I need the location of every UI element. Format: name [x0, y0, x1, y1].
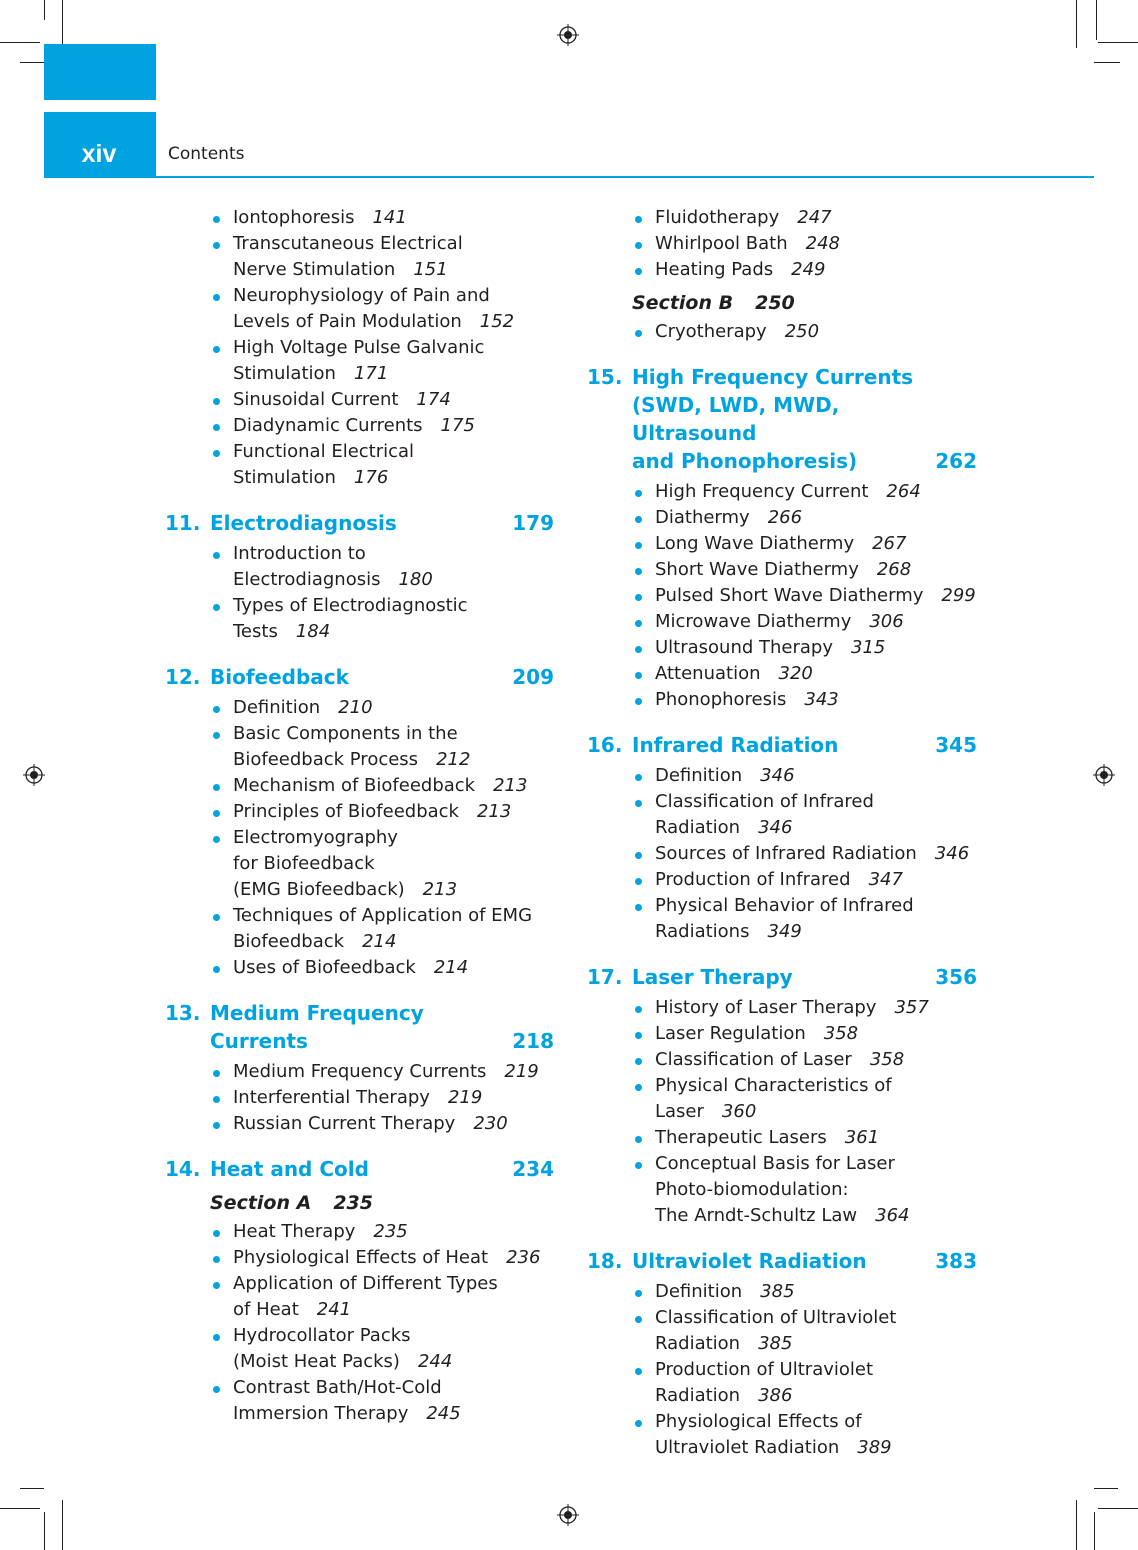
- section-page: 235: [333, 1192, 373, 1214]
- toc-entry-page: 358: [823, 1023, 859, 1044]
- chapter-title: [210, 999, 495, 1055]
- chapter-number: 17.: [587, 965, 623, 989]
- toc-entry-text: Radiation: [655, 1385, 741, 1406]
- toc-entry-text: Radiation: [655, 817, 741, 838]
- toc-entry-page: 386: [758, 1385, 793, 1406]
- toc-entry: [632, 1357, 987, 1409]
- toc-entry: [632, 1409, 987, 1461]
- toc-entry-text: Sources of Infrared Radiation: [655, 843, 917, 864]
- toc-entry-text: Neurophysiology of Pain and: [233, 285, 490, 306]
- chapter-page: 345: [935, 733, 977, 757]
- toc-entry-page: 248: [805, 233, 840, 254]
- toc-list: [632, 479, 987, 713]
- toc-entry-text: (Moist Heat Packs): [233, 1351, 400, 1372]
- toc-entry-page: 306: [869, 611, 904, 632]
- toc-entry-page: 267: [872, 533, 907, 554]
- chapter-number: 18.: [587, 1249, 623, 1273]
- crop-mark: [62, 0, 63, 48]
- toc-list: [210, 541, 560, 645]
- toc-entry: [632, 609, 987, 635]
- toc-entry-text: Production of Ultraviolet: [655, 1359, 874, 1380]
- toc-entry: [210, 231, 560, 283]
- toc-entry-text: Long Wave Diathermy: [655, 533, 855, 554]
- crop-mark: [1094, 62, 1120, 63]
- toc-entry-page: 360: [721, 1101, 757, 1122]
- toc-entry-text: Pulsed Short Wave Diathermy: [655, 585, 924, 606]
- toc-entry: [210, 387, 560, 413]
- chapter-title: [632, 963, 917, 991]
- toc-entry: [210, 1085, 560, 1111]
- toc-entry: [632, 841, 987, 867]
- toc-entry-page: 212: [436, 749, 471, 770]
- toc-entry-page: 343: [804, 689, 839, 710]
- crop-mark: [1094, 1488, 1118, 1489]
- toc-entry-text: Mechanism of Biofeedback: [233, 775, 476, 796]
- toc-entry-page: 210: [338, 697, 373, 718]
- chapter-title-line: Laser Therapy: [632, 965, 793, 989]
- toc-entry-page: 244: [417, 1351, 453, 1372]
- registration-mark-icon: [23, 764, 45, 786]
- toc-list: [632, 1279, 987, 1461]
- toc-entry: [210, 721, 560, 773]
- chapter-page: 179: [512, 511, 554, 535]
- crop-mark: [1076, 1500, 1077, 1550]
- toc-entry: [632, 205, 987, 231]
- toc-entry: [632, 1279, 987, 1305]
- toc-entry-page: 175: [440, 415, 475, 436]
- toc-entry-text: Iontophoresis: [233, 207, 355, 228]
- chapter-title: [210, 509, 495, 537]
- toc-column-right: [587, 205, 987, 1461]
- chapter-number: 11.: [165, 511, 201, 535]
- toc-entry: [632, 995, 987, 1021]
- toc-entry-page: 219: [504, 1061, 539, 1082]
- chapter-title-line: Heat and Cold: [210, 1157, 369, 1181]
- chapter-page: 383: [935, 1249, 977, 1273]
- toc-entry: [632, 1151, 987, 1229]
- chapter-page: 234: [512, 1157, 554, 1181]
- toc-entry-text: Electromyography: [233, 827, 398, 848]
- toc-entry-text: Laser Regulation: [655, 1023, 806, 1044]
- toc-entry-page: 364: [875, 1205, 910, 1226]
- toc-entry-text: Types of Electrodiagnostic: [233, 595, 468, 616]
- section-heading: [632, 289, 987, 317]
- toc-entry: [210, 903, 560, 955]
- toc-entry-text: Russian Current Therapy: [233, 1113, 456, 1134]
- toc-entry-page: 236: [506, 1247, 541, 1268]
- chapter-heading: [587, 1247, 987, 1275]
- toc-entry-page: 264: [886, 481, 921, 502]
- toc-entry: [210, 955, 560, 981]
- section-heading: [210, 1189, 560, 1217]
- toc-entry-page: 346: [760, 765, 795, 786]
- chapter-heading: [165, 999, 560, 1055]
- toc-list: [210, 1219, 560, 1427]
- toc-entry-text: Phonophoresis: [655, 689, 787, 710]
- toc-entry-text: The Arndt-Schultz Law: [655, 1205, 858, 1226]
- toc-entry-text: Diadynamic Currents: [233, 415, 423, 436]
- toc-entry-page: 213: [476, 801, 512, 822]
- toc-entry: [210, 335, 560, 387]
- crop-mark: [1098, 42, 1138, 43]
- toc-entry-text: Whirlpool Bath: [655, 233, 788, 254]
- toc-entry: [210, 695, 560, 721]
- toc-entry: [632, 1305, 987, 1357]
- toc-entry-page: 358: [869, 1049, 905, 1070]
- toc-list: [632, 319, 987, 345]
- toc-entry: [210, 825, 560, 903]
- toc-entry-text: Introduction to: [233, 543, 366, 564]
- toc-entry-text: Immersion Therapy: [233, 1403, 409, 1424]
- toc-entry-text: Techniques of Application of EMG: [233, 905, 533, 926]
- header-rule: [156, 176, 1094, 178]
- toc-entry: [632, 893, 987, 945]
- toc-entry-text: Classification of Ultraviolet: [655, 1307, 897, 1328]
- toc-entry-page: 385: [758, 1333, 793, 1354]
- chapter-page: 262: [935, 449, 977, 473]
- toc-entry: [210, 283, 560, 335]
- toc-entry-text: Application of Different Types: [233, 1273, 498, 1294]
- toc-entry: [210, 1219, 560, 1245]
- page-number: xiv: [46, 116, 152, 176]
- toc-entry: [210, 1375, 560, 1427]
- chapter-heading: [165, 663, 560, 691]
- toc-entry: [632, 319, 987, 345]
- toc-entry-text: Short Wave Diathermy: [655, 559, 859, 580]
- toc-entry: [210, 799, 560, 825]
- running-title: Contents: [168, 144, 245, 164]
- crop-mark: [62, 1500, 63, 1550]
- toc-entry: [632, 661, 987, 687]
- toc-entry-page: 346: [758, 817, 793, 838]
- toc-entry: [632, 789, 987, 841]
- toc-entry: [632, 763, 987, 789]
- chapter-number: 13.: [165, 1001, 201, 1025]
- toc-entry-page: 266: [767, 507, 803, 528]
- toc-entry-text: Functional Electrical: [233, 441, 415, 462]
- toc-entry: [632, 257, 987, 283]
- crop-mark: [44, 1512, 45, 1550]
- crop-mark: [1098, 1508, 1138, 1509]
- toc-entry: [632, 1073, 987, 1125]
- toc-entry-text: Ultraviolet Radiation: [655, 1437, 840, 1458]
- toc-entry-text: Cryotherapy: [655, 321, 767, 342]
- toc-entry-text: High Frequency Current: [655, 481, 869, 502]
- toc-entry-page: 174: [416, 389, 451, 410]
- toc-entry-text: Microwave Diathermy: [655, 611, 852, 632]
- chapter-title: [632, 363, 917, 475]
- toc-entry: [210, 413, 560, 439]
- toc-entry-page: 315: [851, 637, 886, 658]
- toc-entry-text: Therapeutic Lasers: [655, 1127, 827, 1148]
- toc-entry-page: 320: [778, 663, 813, 684]
- toc-entry-text: Biofeedback: [233, 931, 345, 952]
- toc-entry: [632, 1021, 987, 1047]
- toc-entry: [632, 505, 987, 531]
- toc-entry: [210, 439, 560, 491]
- crop-mark: [1096, 0, 1097, 40]
- toc-entry: [632, 1125, 987, 1151]
- chapter-title: [210, 1155, 495, 1183]
- chapter-page: 356: [935, 965, 977, 989]
- toc-entry-text: Photo-biomodulation:: [655, 1179, 849, 1200]
- toc-entry-page: 247: [797, 207, 832, 228]
- toc-entry-page: 214: [433, 957, 469, 978]
- toc-entry-page: 346: [934, 843, 970, 864]
- toc-entry-text: History of Laser Therapy: [655, 997, 877, 1018]
- chapter-title-line: Electrodiagnosis: [210, 511, 397, 535]
- toc-entry-page: 241: [316, 1299, 352, 1320]
- toc-entry-page: 141: [372, 207, 407, 228]
- chapter-page: 209: [512, 665, 554, 689]
- toc-entry-page: 171: [353, 363, 389, 384]
- toc-entry-text: Radiation: [655, 1333, 741, 1354]
- crop-mark: [20, 1488, 44, 1489]
- toc-entry-text: Conceptual Basis for Laser: [655, 1153, 895, 1174]
- toc-entry: [632, 583, 987, 609]
- crop-mark: [0, 42, 40, 43]
- toc-entry-text: Principles of Biofeedback: [233, 801, 459, 822]
- toc-entry-page: 235: [373, 1221, 408, 1242]
- chapter-title-line: Infrared Radiation: [632, 733, 839, 757]
- toc-entry-text: High Voltage Pulse Galvanic: [233, 337, 485, 358]
- toc-entry-page: 249: [791, 259, 826, 280]
- section-label: Section A: [210, 1192, 312, 1214]
- toc-entry-text: Definition: [655, 1281, 743, 1302]
- toc-entry: [210, 1323, 560, 1375]
- toc-entry-text: Transcutaneous Electrical: [233, 233, 463, 254]
- toc-entry-text: Attenuation: [655, 663, 761, 684]
- chapter-heading: [165, 1155, 560, 1183]
- toc-entry-text: Levels of Pain Modulation: [233, 311, 462, 332]
- crop-mark: [1094, 1512, 1095, 1550]
- toc-entry-page: 357: [894, 997, 929, 1018]
- chapter-heading: [587, 963, 987, 991]
- toc-entry: [632, 231, 987, 257]
- toc-entry-page: 214: [362, 931, 397, 952]
- crop-mark: [0, 1508, 40, 1509]
- toc-entry: [210, 773, 560, 799]
- toc-list: [632, 763, 987, 945]
- toc-entry: [632, 867, 987, 893]
- toc-entry: [632, 479, 987, 505]
- toc-entry-text: Uses of Biofeedback: [233, 957, 416, 978]
- toc-entry-page: 347: [868, 869, 903, 890]
- toc-entry-text: Radiations: [655, 921, 750, 942]
- toc-entry-text: Basic Components in the: [233, 723, 458, 744]
- toc-entry-page: 299: [941, 585, 976, 606]
- toc-list: [632, 205, 987, 283]
- toc-entry-text: Electrodiagnosis: [233, 569, 381, 590]
- toc-entry: [632, 635, 987, 661]
- toc-entry-text: Biofeedback Process: [233, 749, 419, 770]
- chapter-page: 218: [512, 1029, 554, 1053]
- toc-entry: [632, 687, 987, 713]
- toc-list: [210, 1059, 560, 1137]
- toc-entry-text: Physical Behavior of Infrared: [655, 895, 914, 916]
- toc-entry-text: Classification of Infrared: [655, 791, 874, 812]
- toc-entry-text: Ultrasound Therapy: [655, 637, 834, 658]
- toc-entry-text: (EMG Biofeedback): [233, 879, 405, 900]
- toc-entry-page: 250: [784, 321, 820, 342]
- toc-entry: [210, 1059, 560, 1085]
- registration-mark-icon: [557, 1504, 579, 1526]
- toc-entry: [632, 557, 987, 583]
- toc-entry-text: Interferential Therapy: [233, 1087, 430, 1108]
- toc-list: [632, 995, 987, 1229]
- toc-entry-page: 268: [876, 559, 912, 580]
- crop-mark: [20, 62, 44, 63]
- toc-column-left: [165, 205, 560, 1427]
- toc-entry-page: 180: [398, 569, 433, 590]
- toc-entry: [210, 205, 560, 231]
- chapter-title-line: Ultraviolet Radiation: [632, 1249, 867, 1273]
- header-color-block: [44, 44, 156, 100]
- toc-entry-text: Physical Characteristics of Laser: [655, 1075, 892, 1122]
- toc-entry-text: Medium Frequency Currents: [233, 1061, 487, 1082]
- toc-entry-text: Definition: [655, 765, 743, 786]
- section-label: Section B: [632, 292, 734, 314]
- toc-entry-text: for Biofeedback: [233, 853, 375, 874]
- toc-list: [210, 205, 560, 491]
- chapter-number: 16.: [587, 733, 623, 757]
- toc-entry-text: Nerve Stimulation: [233, 259, 396, 280]
- chapter-title: [210, 663, 495, 691]
- toc-entry-page: 219: [447, 1087, 483, 1108]
- registration-mark-icon: [557, 24, 579, 46]
- toc-entry-text: Physiological Effects of Heat: [233, 1247, 489, 1268]
- toc-entry-text: Physiological Effects of: [655, 1411, 862, 1432]
- toc-entry-page: 184: [295, 621, 331, 642]
- toc-entry: [210, 1111, 560, 1137]
- toc-entry-text: of Heat: [233, 1299, 299, 1320]
- toc-entry-text: Heating Pads: [655, 259, 774, 280]
- toc-entry-page: 151: [413, 259, 448, 280]
- toc-entry: [632, 1047, 987, 1073]
- chapter-heading: [587, 731, 987, 759]
- crop-mark: [44, 0, 45, 20]
- chapter-number: 15.: [587, 365, 623, 389]
- toc-entry-page: 389: [857, 1437, 892, 1458]
- toc-entry-page: 361: [844, 1127, 880, 1148]
- section-page: 250: [755, 292, 795, 314]
- chapter-number: 12.: [165, 665, 201, 689]
- toc-entry-page: 349: [767, 921, 802, 942]
- toc-entry-page: 385: [760, 1281, 795, 1302]
- chapter-heading: [587, 363, 987, 475]
- chapter-title: [632, 1247, 917, 1275]
- toc-entry-text: Contrast Bath/Hot-Cold: [233, 1377, 442, 1398]
- toc-entry: [632, 531, 987, 557]
- toc-entry-text: Stimulation: [233, 467, 336, 488]
- chapter-title: [632, 731, 917, 759]
- toc-entry-text: Diathermy: [655, 507, 750, 528]
- toc-entry-text: Classification of Laser: [655, 1049, 852, 1070]
- registration-mark-icon: [1093, 764, 1115, 786]
- toc-entry-page: 152: [479, 311, 515, 332]
- toc-list: [210, 695, 560, 981]
- crop-mark: [1076, 0, 1077, 48]
- chapter-title-line: Medium Frequency Currents: [210, 1001, 424, 1053]
- toc-entry-text: Production of Infrared: [655, 869, 851, 890]
- toc-entry: [210, 593, 560, 645]
- toc-entry-text: Heat Therapy: [233, 1221, 356, 1242]
- chapter-number: 14.: [165, 1157, 201, 1181]
- chapter-title-line: and Phonophoresis): [632, 449, 858, 473]
- toc-entry-text: Fluidotherapy: [655, 207, 780, 228]
- chapter-heading: [165, 509, 560, 537]
- toc-entry-page: 245: [426, 1403, 461, 1424]
- toc-entry-text: Hydrocollator Packs: [233, 1325, 411, 1346]
- toc-entry-text: Stimulation: [233, 363, 336, 384]
- toc-entry-page: 213: [493, 775, 528, 796]
- chapter-title-line: High Frequency Currents: [632, 365, 914, 389]
- chapter-title-line: (SWD, LWD, MWD, Ultrasound: [632, 393, 840, 445]
- toc-entry: [210, 1271, 560, 1323]
- toc-entry: [210, 1245, 560, 1271]
- chapter-title-line: Biofeedback: [210, 665, 349, 689]
- toc-entry-text: Tests: [233, 621, 278, 642]
- toc-entry-page: 213: [422, 879, 458, 900]
- toc-entry-page: 176: [353, 467, 389, 488]
- toc-entry: [210, 541, 560, 593]
- toc-entry-text: Definition: [233, 697, 321, 718]
- toc-entry-text: Sinusoidal Current: [233, 389, 399, 410]
- toc-entry-page: 230: [473, 1113, 508, 1134]
